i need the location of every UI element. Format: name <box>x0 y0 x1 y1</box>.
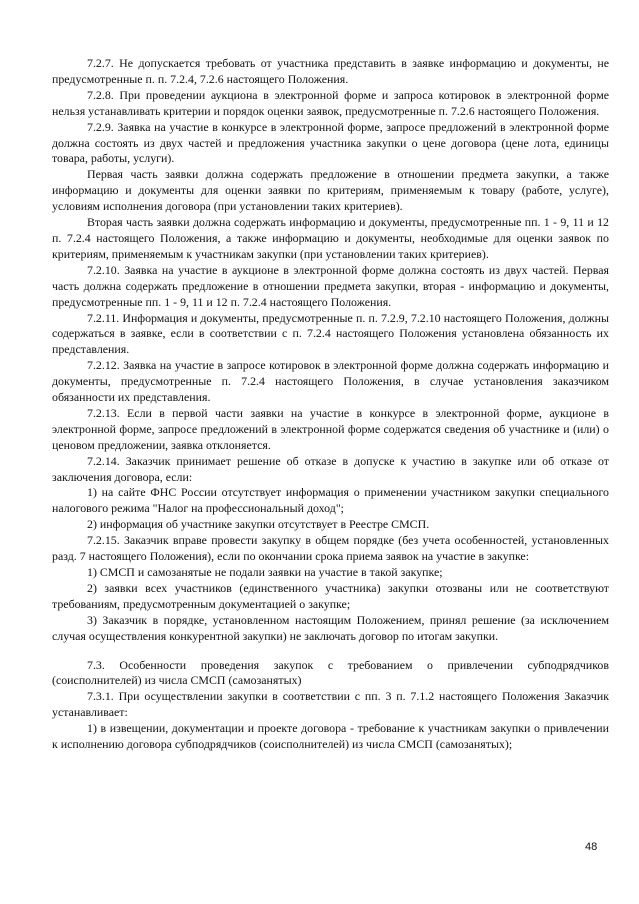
paragraph-7-2-13: 7.2.13. Если в первой части заявки на участие в конкурсе в электронной форме, аукционе в электронной форме, запросе предложений в электронной форме содержатся сведения об участнике и (или) о ценовом предложении, заявка отклоняется. <box>52 405 609 452</box>
paragraph-second-part: Вторая часть заявки должна содержать информацию и документы, предусмотренные пп. 1 - 9, 11 и 12 п. 7.2.4 настоящего Положения, а также информацию и документы, необходимые для оценки заявок по критериям, применяемым к участникам закупки (при установлении таких критериев). <box>52 215 609 261</box>
list-item-smsp-registry: 2) информация об участнике закупки отсутствует в Реестре СМСП. <box>87 517 430 532</box>
paragraph-7-2-11: 7.2.11. Информация и документы, предусмотренные п. п. 7.2.9, 7.2.10 настоящего Положения, должны содержаться в заявке, если в соответствии с п. 7.2.4 настоящего Положения установлена обязанность их представления. <box>52 310 609 357</box>
list-item-withdrawn-bids: 2) заявки всех участников (единственного участника) закупки отозваны или не соответствуют требованиям, предусмотренным документацией о закупке; <box>52 580 609 611</box>
paragraph-7-2-8: 7.2.8. При проведении аукциона в электронной форме и запроса котировок в электронной форме нельзя устанавливать критерии и порядок оценки заявок, предусмотренные п. 7.2.6 настоящего Положения. <box>52 87 609 118</box>
paragraph-7-2-15: 7.2.15. Заказчик вправе провести закупку в общем порядке (без учета особенностей, установленных разд. 7 настоящего Положения), если по окончании срока приема заявок на участие в закупке: <box>52 533 609 564</box>
paragraph-7-2-9: 7.2.9. Заявка на участие в конкурсе в электронной форме, запросе предложений в электронной форме должна состоять из двух частей и предложения участника закупки о цене договора (цене лота, единицы товара, работы, услуги). <box>52 119 609 166</box>
list-item-no-contract: 3) Заказчик в порядке, установленном настоящим Положением, принял решение (за исключением случая осуществления конкурентной закупки) не заключать договор по итогам закупки. <box>52 612 609 643</box>
list-item-requirement: 1) в извещении, документации и проекте договора - требование к участникам закупки о привлечении к исполнению договора субподрядчиков (соисполнителей) из числа СМСП (самозанятых); <box>52 721 609 752</box>
list-item-no-bids: 1) СМСП и самозанятые не подали заявки на участие в такой закупке; <box>87 565 443 579</box>
paragraph-7-3-1: 7.3.1. При осуществлении закупки в соответствии с пп. 3 п. 7.1.2 настоящего Положения Заказчик устанавливает: <box>52 689 609 720</box>
paragraph-7-2-12: 7.2.12. Заявка на участие в запросе котировок в электронной форме должна содержать информацию и документы, предусмотренные п. 7.2.4 настоящего Положения, в случае установления заказчиком обязанности их представления. <box>52 358 609 405</box>
paragraph-7-2-7: 7.2.7. Не допускается требовать от участника представить в заявке информацию и документы, не предусмотренные п. п. 7.2.4, 7.2.6 настоящего Положения. <box>52 56 609 86</box>
paragraph-7-2-14: 7.2.14. Заказчик принимает решение об отказе в допуске к участию в закупке или об отказе от заключения договора, если: <box>52 453 609 484</box>
page-number: 48 <box>585 841 598 853</box>
paragraph-first-part: Первая часть заявки должна содержать предложение в отношении предмета закупки, а также информацию и документы для оценки заявки по критериям, применяемым к товару (работе, услуге), условиям исполнения договора (при установлении таких критериев). <box>52 167 609 214</box>
list-item-fns: 1) на сайте ФНС России отсутствует информация о применении участником закупки специального налогового режима "Налог на профессиональный доход"; <box>52 485 609 516</box>
paragraph-7-2-10: 7.2.10. Заявка на участие в аукционе в электронной форме должна состоять из двух частей. Первая часть должна содержать предложение в отношении предмета закупки, вторая - информацию и документы, предусмотренные пп. 1 - 9, 11 и 12 п. 7.2.4 настоящего Положения. <box>52 262 609 309</box>
document-body <box>52 56 609 753</box>
section-heading-7-3: 7.3. Особенности проведения закупок с требованием о привлечении субподрядчиков (соисполнителей) из числа СМСП (самозанятых) <box>52 657 609 688</box>
